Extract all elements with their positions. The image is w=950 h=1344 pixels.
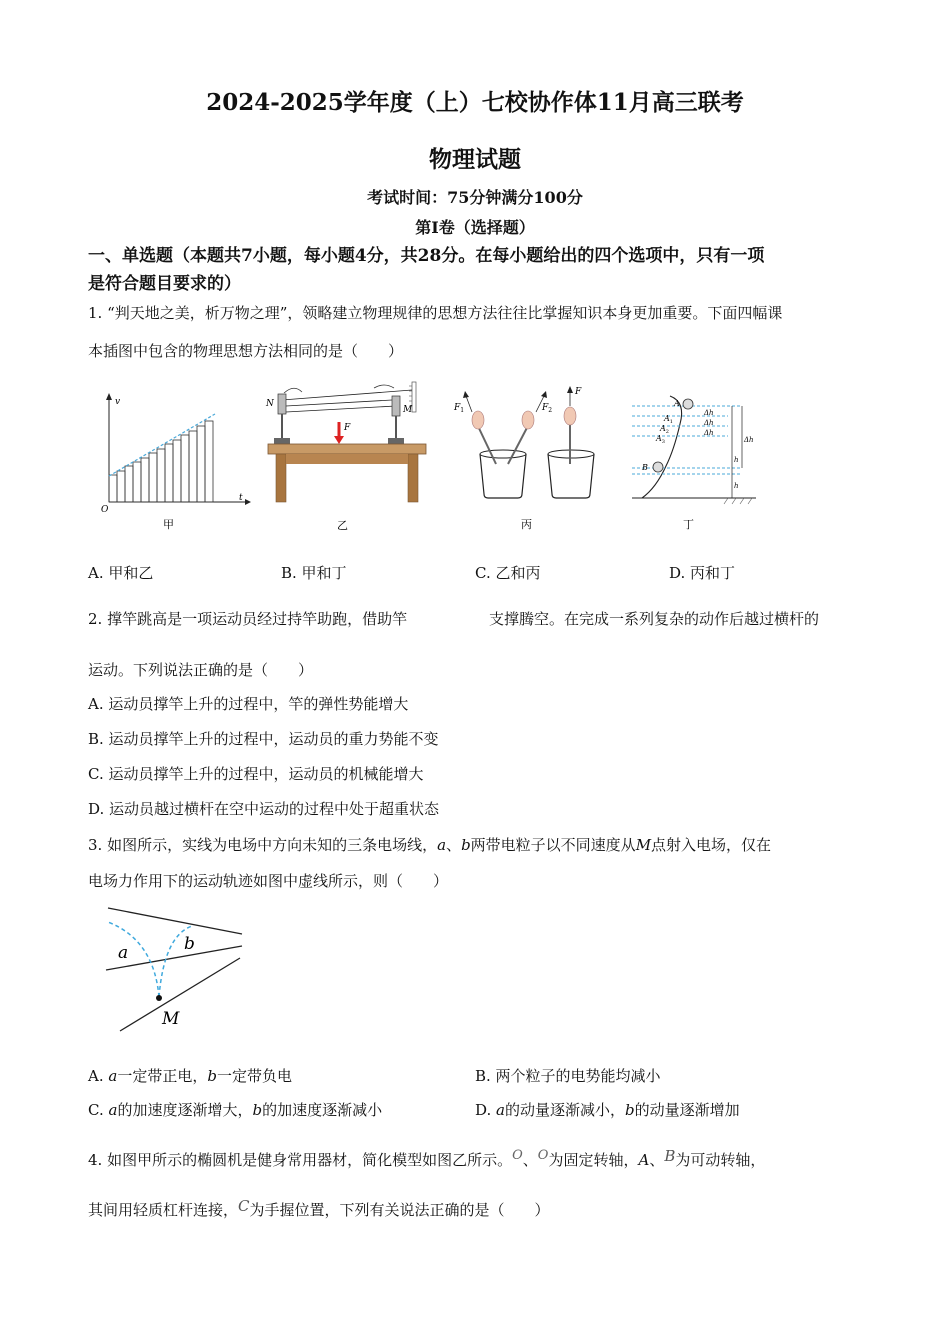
ding-label-a1: $A_1$ xyxy=(664,414,673,425)
jia-origin: O xyxy=(101,505,109,515)
ding-label-a3: $A_3$ xyxy=(656,434,665,445)
ding-label-h2: h xyxy=(734,482,739,490)
q2-option-b[interactable]: B. 运动员撑竿上升的过程中，运动员的重力势能不变 xyxy=(88,730,439,748)
q2-text-line1b: 支撑腾空。在完成一系列复杂的动作后越过横杆的 xyxy=(489,610,820,628)
ding-ball-b xyxy=(653,462,663,472)
q3-label-a: a xyxy=(118,943,129,963)
bing-label-f: F xyxy=(575,387,582,397)
q3-label-b: b xyxy=(184,934,195,954)
yi-caption: 乙 xyxy=(337,519,348,532)
yi-label-m: M xyxy=(403,405,413,415)
ding-track xyxy=(642,396,682,498)
q3-option-c[interactable]: C. a的加速度逐渐增大，b的加速度逐渐减小 xyxy=(88,1101,383,1119)
q1-option-c[interactable]: C. 乙和丙 xyxy=(475,564,541,582)
ding-label-h1: h xyxy=(734,456,739,464)
yi-label-f: F xyxy=(344,423,351,433)
figure-q3-field xyxy=(100,900,250,1038)
q3-field-line-3 xyxy=(120,958,240,1031)
bing-caption: 丙 xyxy=(521,518,532,531)
q3-option-a[interactable]: A. a一定带正电，b一定带负电 xyxy=(88,1067,292,1085)
section-heading xyxy=(88,242,868,298)
bing-label-f1: $F_1$ xyxy=(454,403,465,414)
volume-title: 第I卷（选择题） xyxy=(415,218,535,237)
bing-label-f2: $F_2$ xyxy=(542,403,553,414)
q3-label-m: M xyxy=(162,1009,180,1029)
q3-trajectory-a xyxy=(108,922,159,997)
subject-title: 物理试题 xyxy=(429,146,521,173)
ding-label-dh1: Δh xyxy=(704,409,714,417)
ding-label-a2: $A_2$ xyxy=(660,424,669,435)
q3-field-line-1 xyxy=(108,908,242,934)
ding-ball-a xyxy=(683,399,693,409)
jia-axis-t: t xyxy=(239,493,243,503)
q2-text-line2: 运动。下列说法正确的是（ ） xyxy=(88,661,314,679)
ding-label-dh: Δh xyxy=(744,436,754,444)
jia-caption: 甲 xyxy=(163,518,174,531)
exam-info: 考试时间：75分钟满分100分 xyxy=(367,188,583,207)
q2-text-line1a: 2. 撑竿跳高是一项运动员经过持竿助跑，借助竿 xyxy=(88,610,408,628)
yi-force-arrow xyxy=(334,436,344,444)
q1-option-d[interactable]: D. 丙和丁 xyxy=(669,564,736,582)
ding-label-dh2: Δh xyxy=(704,419,714,427)
q2-option-a[interactable]: A. 运动员撑竿上升的过程中，竿的弹性势能增大 xyxy=(88,695,409,713)
section-heading-line1: 一、单选题（本题共7小题，每小题4分，共28分。在每小题给出的四个选项中，只有一项 xyxy=(88,246,765,266)
q3-option-b[interactable]: B. 两个粒子的电势能均减小 xyxy=(475,1067,661,1085)
ding-label-a: A xyxy=(674,399,680,408)
q3-text-line2: 电场力作用下的运动轨迹如图中虚线所示，则（ ） xyxy=(88,872,449,890)
q1-text-line2: 本插图中包含的物理思想方法相同的是（ ） xyxy=(88,342,404,360)
figure-ding xyxy=(628,390,768,535)
ding-caption: 丁 xyxy=(683,518,694,531)
q4-text-line2: 其间用轻质杠杆连接，C为手握位置，下列有关说法正确的是（ ） xyxy=(88,1197,550,1219)
figure-bing xyxy=(450,382,610,535)
exam-title: 2024-2025学年度（上）七校协作体11月高三联考 xyxy=(206,89,744,116)
q4-text-line1: 4. 如图甲所示的椭圆机是健身常用器材，简化模型如图乙所示。O、O为固定转轴，A、B为可动转轴， xyxy=(88,1147,766,1169)
ding-label-b: B xyxy=(642,463,648,472)
yi-mirror-m xyxy=(392,396,400,416)
q2-option-c[interactable]: C. 运动员撑竿上升的过程中，运动员的机械能增大 xyxy=(88,765,424,783)
yi-table-top xyxy=(268,444,426,454)
yi-label-n: N xyxy=(266,399,274,409)
jia-axis-v: v xyxy=(115,397,121,407)
figure-jia xyxy=(95,390,255,535)
figure-yi xyxy=(264,378,434,535)
ding-levels xyxy=(632,406,740,474)
q1-text-line1: 1. “判天地之美，析万物之理”，领略建立物理规律的思想方法往往比掌握知识本身更加重要。下面四幅课 xyxy=(88,304,783,322)
jia-bars xyxy=(109,421,213,502)
q1-option-a[interactable]: A. 甲和乙 xyxy=(88,564,154,582)
q1-option-b[interactable]: B. 甲和丁 xyxy=(281,564,347,582)
ding-label-dh3: Δh xyxy=(704,429,714,437)
q3-text-line1: 3. 如图所示，实线为电场中方向未知的三条电场线，a、b两带电粒子以不同速度从M点射入电场，仅在 xyxy=(88,836,772,854)
bing-cup-left xyxy=(480,450,526,498)
q2-option-d[interactable]: D. 运动员越过横杆在空中运动的过程中处于超重状态 xyxy=(88,800,440,818)
q3-point-m xyxy=(156,995,162,1001)
yi-mirror-n xyxy=(278,394,286,414)
q3-option-d[interactable]: D. a的动量逐渐减小，b的动量逐渐增加 xyxy=(475,1101,740,1119)
section-heading-line2: 是符合题目要求的） xyxy=(88,274,241,294)
